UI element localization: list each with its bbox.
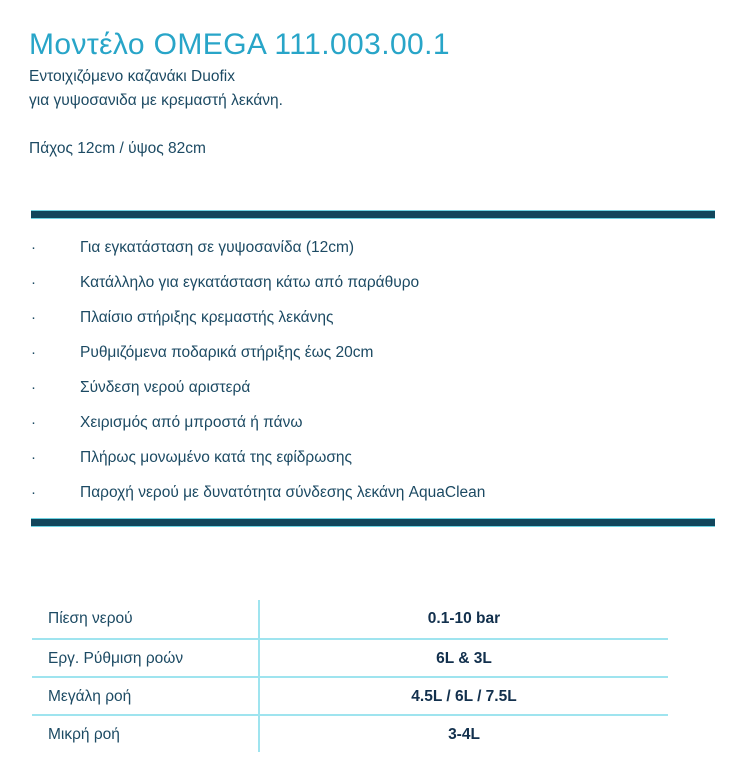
- feature-list: [0, 230, 746, 510]
- bullet-icon: ·: [31, 379, 36, 396]
- list-item-label: Χειρισμός από μπροστά ή πάνω: [80, 414, 303, 431]
- intro-line-2: για γυψοσανιδα με κρεμαστή λεκάνη.: [29, 92, 283, 109]
- list-item: [0, 370, 746, 405]
- spec-value: 4.5L / 6L / 7.5L: [411, 688, 517, 705]
- table-row: [32, 638, 668, 676]
- bullet-icon: ·: [31, 309, 36, 326]
- bullet-icon: ·: [31, 414, 36, 431]
- spec-value: 3-4L: [448, 726, 480, 743]
- list-item: [0, 405, 746, 440]
- list-item-label: Για εγκατάσταση σε γυψοσανίδα (12cm): [80, 239, 355, 256]
- page-title: Μοντέλο OMEGA 111.003.00.1: [29, 28, 450, 62]
- table-row: [32, 676, 668, 714]
- spec-label: Εργ. Ρύθμιση ροών: [48, 650, 184, 667]
- bullet-icon: ·: [31, 239, 36, 256]
- dimensions-text: Πάχος 12cm / ύψος 82cm: [29, 140, 206, 157]
- bullet-icon: ·: [31, 344, 36, 361]
- table-row: [32, 600, 668, 638]
- list-item: [0, 300, 746, 335]
- divider-rule-bottom: [31, 518, 715, 527]
- spec-label: Πίεση νερού: [48, 610, 133, 627]
- bullet-icon: ·: [31, 449, 36, 466]
- list-item: [0, 440, 746, 475]
- spec-table: [32, 600, 668, 752]
- list-item: [0, 230, 746, 265]
- bullet-icon: ·: [31, 484, 36, 501]
- intro-line-1: Εντοιχιζόμενο καζανάκι Duofix: [29, 68, 235, 85]
- list-item: [0, 335, 746, 370]
- list-item-label: Κατάλληλο για εγκατάσταση κάτω από παράθυρο: [80, 274, 420, 291]
- list-item-label: Πλαίσιο στήριξης κρεμαστής λεκάνης: [80, 309, 334, 326]
- spec-label: Μεγάλη ροή: [48, 688, 132, 705]
- divider-rule-top: [31, 210, 715, 219]
- list-item: [0, 475, 746, 510]
- list-item: [0, 265, 746, 300]
- list-item-label: Σύνδεση νερού αριστερά: [80, 379, 251, 396]
- list-item-label: Πλήρως μονωμένο κατά της εφίδρωσης: [80, 449, 352, 466]
- spec-value: 0.1-10 bar: [427, 610, 501, 627]
- spec-value: 6L & 3L: [436, 650, 492, 667]
- intro-paragraph: [29, 65, 283, 113]
- list-item-label: Ρυθμιζόμενα ποδαρικά στήριξης έως 20cm: [80, 344, 374, 361]
- spec-label: Μικρή ροή: [48, 726, 120, 743]
- table-row: [32, 714, 668, 752]
- list-item-label: Παροχή νερού με δυνατότητα σύνδεσης λεκάνη AquaClean: [80, 484, 486, 501]
- bullet-icon: ·: [31, 274, 36, 291]
